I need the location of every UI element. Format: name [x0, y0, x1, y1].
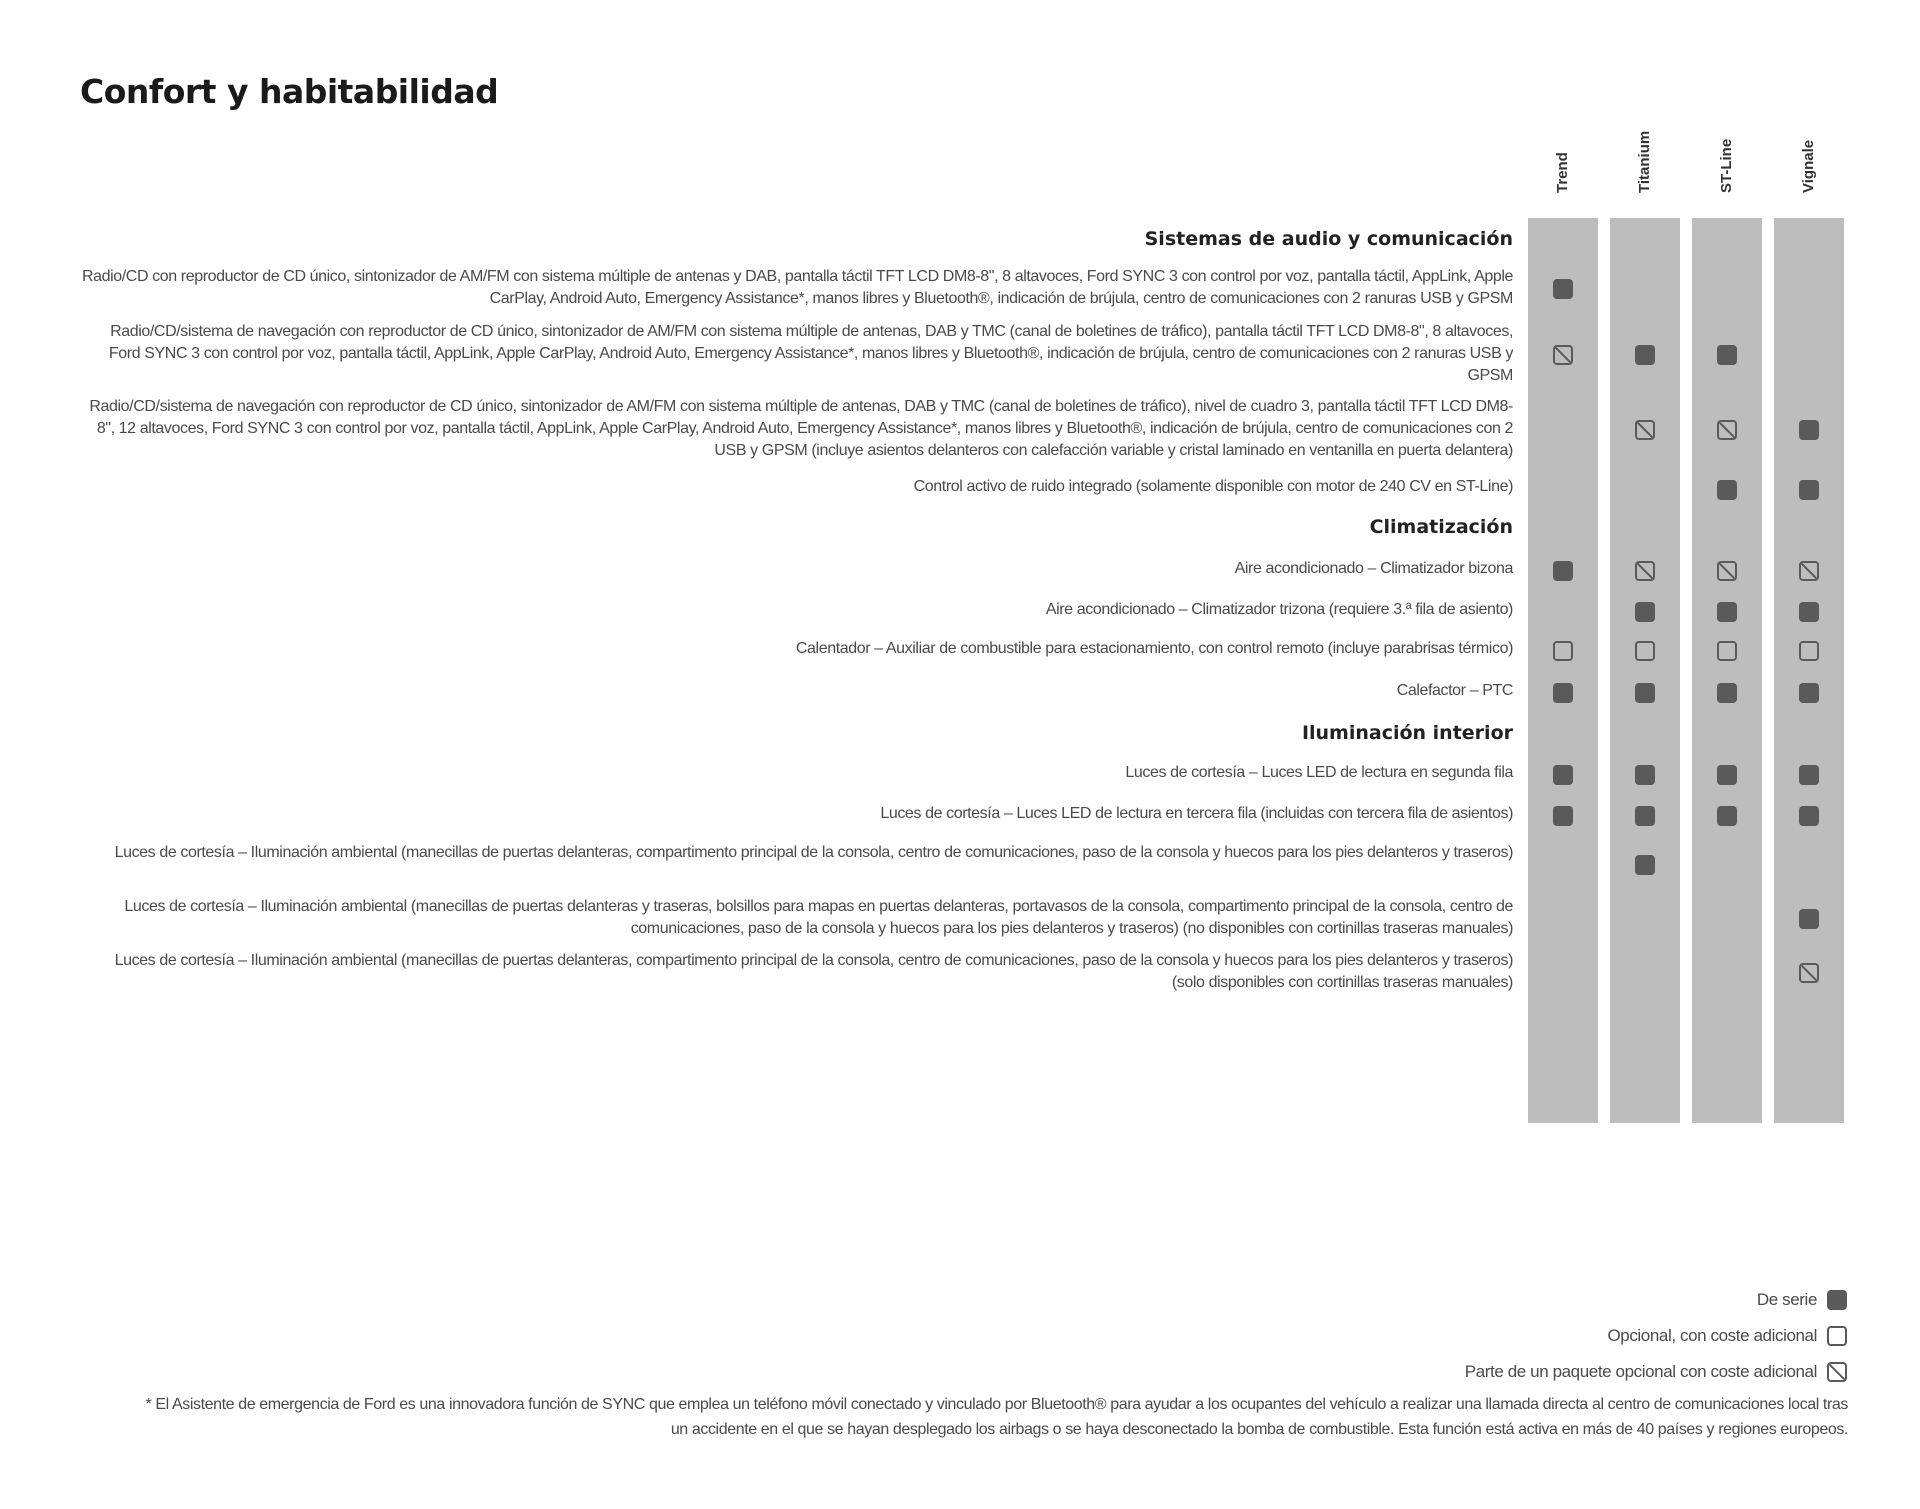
feature-description: Radio/CD con reproductor de CD único, sintonizador de AM/FM con sistema múltiple de antenas y DAB, pantalla táctil TFT LCD DM8-8", 8 altavoces, Ford SYNC 3 con control por voz, pantalla táctil, AppLink, Apple CarPlay, Android Auto, Emergency Assistance*, manos libres y Bluetooth®, indicación de brújula, centro de comunicaciones con 2 ranuras USB y GPSM — [81, 268, 1513, 307]
standard-mark-icon — [1635, 765, 1655, 785]
optional-mark-icon — [1827, 1326, 1847, 1346]
feature-description: Luces de cortesía – Iluminación ambiental (manecillas de puertas delanteras, compartimento principal de la consola, centro de comunicaciones, paso de la consola y huecos para los pies delanteros y traseros) (solo disponibles con cortinillas traseras manuales) — [114, 952, 1513, 991]
feature-description: Calentador – Auxiliar de combustible para estacionamiento, con control remoto (incluye parabrisas térmico) — [795, 640, 1513, 657]
feature-row — [80, 638, 1513, 664]
standard-mark-icon — [1799, 480, 1819, 500]
column-header-label: Vignale — [1800, 139, 1817, 193]
legend-item — [1607, 1326, 1847, 1346]
standard-mark-icon — [1799, 420, 1819, 440]
standard-mark-icon — [1635, 683, 1655, 703]
package-mark-icon — [1553, 345, 1573, 365]
standard-mark-icon — [1717, 765, 1737, 785]
standard-mark-icon — [1717, 480, 1737, 500]
section-heading: Sistemas de audio y comunicación — [1144, 228, 1513, 250]
standard-mark-icon — [1717, 683, 1737, 703]
package-mark-icon — [1717, 561, 1737, 581]
section-heading-row — [80, 228, 1513, 254]
feature-row — [80, 803, 1513, 829]
optional-mark-icon — [1553, 641, 1573, 661]
feature-description: Aire acondicionado – Climatizador trizona (requiere 3.ª fila de asiento) — [1045, 601, 1513, 618]
standard-mark-icon — [1799, 806, 1819, 826]
footnote: * El Asistente de emergencia de Ford es una innovadora función de SYNC que emplea un teléfono móvil conectado y vinculado por Bluetooth® para ayudar a los ocupantes del vehículo a realizar una llamada directa al centro de comunicaciones local tras un accidente en el que se hayan desplegado los airbags o se haya desconectado la bomba de combustible. Esta función está activa en más de 40 países y regiones europeos. — [145, 1396, 1848, 1438]
standard-mark-icon — [1553, 683, 1573, 703]
column-header-label: Trend — [1554, 152, 1571, 193]
feature-description: Control activo de ruido integrado (solamente disponible con motor de 240 CV en ST-Line) — [913, 478, 1513, 495]
feature-description: Luces de cortesía – Iluminación ambiental (manecillas de puertas delanteras, compartimento principal de la consola, centro de comunicaciones, paso de la consola y huecos para los pies delanteros y traseros) — [114, 844, 1513, 861]
package-mark-icon — [1635, 561, 1655, 581]
feature-description: Luces de cortesía – Luces LED de lectura en segunda fila — [1125, 764, 1513, 781]
legend-item — [1757, 1290, 1847, 1310]
package-mark-icon — [1635, 420, 1655, 440]
feature-row — [80, 396, 1513, 464]
standard-mark-icon — [1717, 602, 1737, 622]
standard-mark-icon — [1635, 602, 1655, 622]
column-header — [1610, 110, 1680, 210]
package-mark-icon — [1717, 420, 1737, 440]
standard-mark-icon — [1635, 855, 1655, 875]
optional-mark-icon — [1635, 641, 1655, 661]
standard-mark-icon — [1635, 345, 1655, 365]
section-heading-row — [80, 722, 1513, 748]
standard-mark-icon — [1827, 1290, 1847, 1310]
feature-row — [80, 762, 1513, 788]
feature-row — [80, 680, 1513, 706]
feature-row — [80, 950, 1513, 996]
standard-mark-icon — [1799, 765, 1819, 785]
optional-mark-icon — [1717, 641, 1737, 661]
feature-row — [80, 842, 1513, 888]
standard-mark-icon — [1553, 279, 1573, 299]
feature-description: Aire acondicionado – Climatizador bizona — [1234, 560, 1513, 577]
section-heading-row — [80, 516, 1513, 542]
legend-label: De serie — [1756, 1290, 1817, 1309]
legend-label: Opcional, con coste adicional — [1607, 1326, 1817, 1345]
feature-row — [80, 896, 1513, 942]
column-band-vignale — [1774, 218, 1844, 1123]
optional-mark-icon — [1799, 641, 1819, 661]
legend-item — [1465, 1362, 1847, 1382]
standard-mark-icon — [1799, 602, 1819, 622]
standard-mark-icon — [1717, 345, 1737, 365]
feature-row — [80, 266, 1513, 312]
feature-description: Radio/CD/sistema de navegación con reproductor de CD único, sintonizador de AM/FM con sistema múltiple de antenas, DAB y TMC (canal de boletines de tráfico), nivel de cuadro 3, pantalla táctil TFT LCD DM8-8", 12 altavoces, Ford SYNC 3 con control por voz, pantalla táctil, AppLink, Apple CarPlay, Android Auto, Emergency Assistance*, manos libres y Bluetooth®, indicación de brújula, centro de comunicaciones con 2 USB y GPSM (incluye asientos delanteros con calefacción variable y cristal laminado en ventanilla en puerta delantera) — [89, 398, 1513, 459]
standard-mark-icon — [1635, 806, 1655, 826]
feature-row — [80, 599, 1513, 625]
column-header — [1692, 110, 1762, 210]
column-header-label: Titanium — [1636, 130, 1653, 193]
section-heading: Climatización — [1369, 516, 1513, 538]
page-title: Confort y habitabilidad — [80, 72, 499, 111]
legend-label: Parte de un paquete opcional con coste adicional — [1464, 1362, 1817, 1381]
standard-mark-icon — [1553, 561, 1573, 581]
column-header-label: ST-Line — [1718, 138, 1735, 193]
package-mark-icon — [1799, 561, 1819, 581]
feature-row — [80, 321, 1513, 389]
column-header — [1774, 110, 1844, 210]
feature-description: Calefactor – PTC — [1396, 682, 1513, 699]
feature-description: Luces de cortesía – Luces LED de lectura en tercera fila (incluidas con tercera fila de asientos) — [880, 805, 1513, 822]
standard-mark-icon — [1799, 683, 1819, 703]
feature-row — [80, 558, 1513, 584]
section-heading: Iluminación interior — [1301, 722, 1513, 744]
standard-mark-icon — [1553, 806, 1573, 826]
feature-description: Radio/CD/sistema de navegación con reproductor de CD único, sintonizador de AM/FM con sistema múltiple de antenas, DAB y TMC (canal de boletines de tráfico), pantalla táctil TFT LCD DM8-8", 8 altavoces, Ford SYNC 3 con control por voz, pantalla táctil, AppLink, Apple CarPlay, Android Auto, Emergency Assistance*, manos libres y Bluetooth®, indicación de brújula, centro de comunicaciones con 2 ranuras USB y GPSM — [108, 323, 1513, 384]
standard-mark-icon — [1553, 765, 1573, 785]
standard-mark-icon — [1799, 909, 1819, 929]
feature-description: Luces de cortesía – Iluminación ambiental (manecillas de puertas delanteras y traseras, bolsillos para mapas en puertas delanteras, portavasos de la consola, compartimento principal de la consola, centro de comunicaciones, paso de la consola y huecos para los pies delanteros y traseros) (no disponibles con cortinillas traseras manuales) — [124, 898, 1513, 937]
standard-mark-icon — [1717, 806, 1737, 826]
column-header — [1528, 110, 1598, 210]
package-mark-icon — [1799, 963, 1819, 983]
feature-row — [80, 476, 1513, 504]
package-mark-icon — [1827, 1362, 1847, 1382]
